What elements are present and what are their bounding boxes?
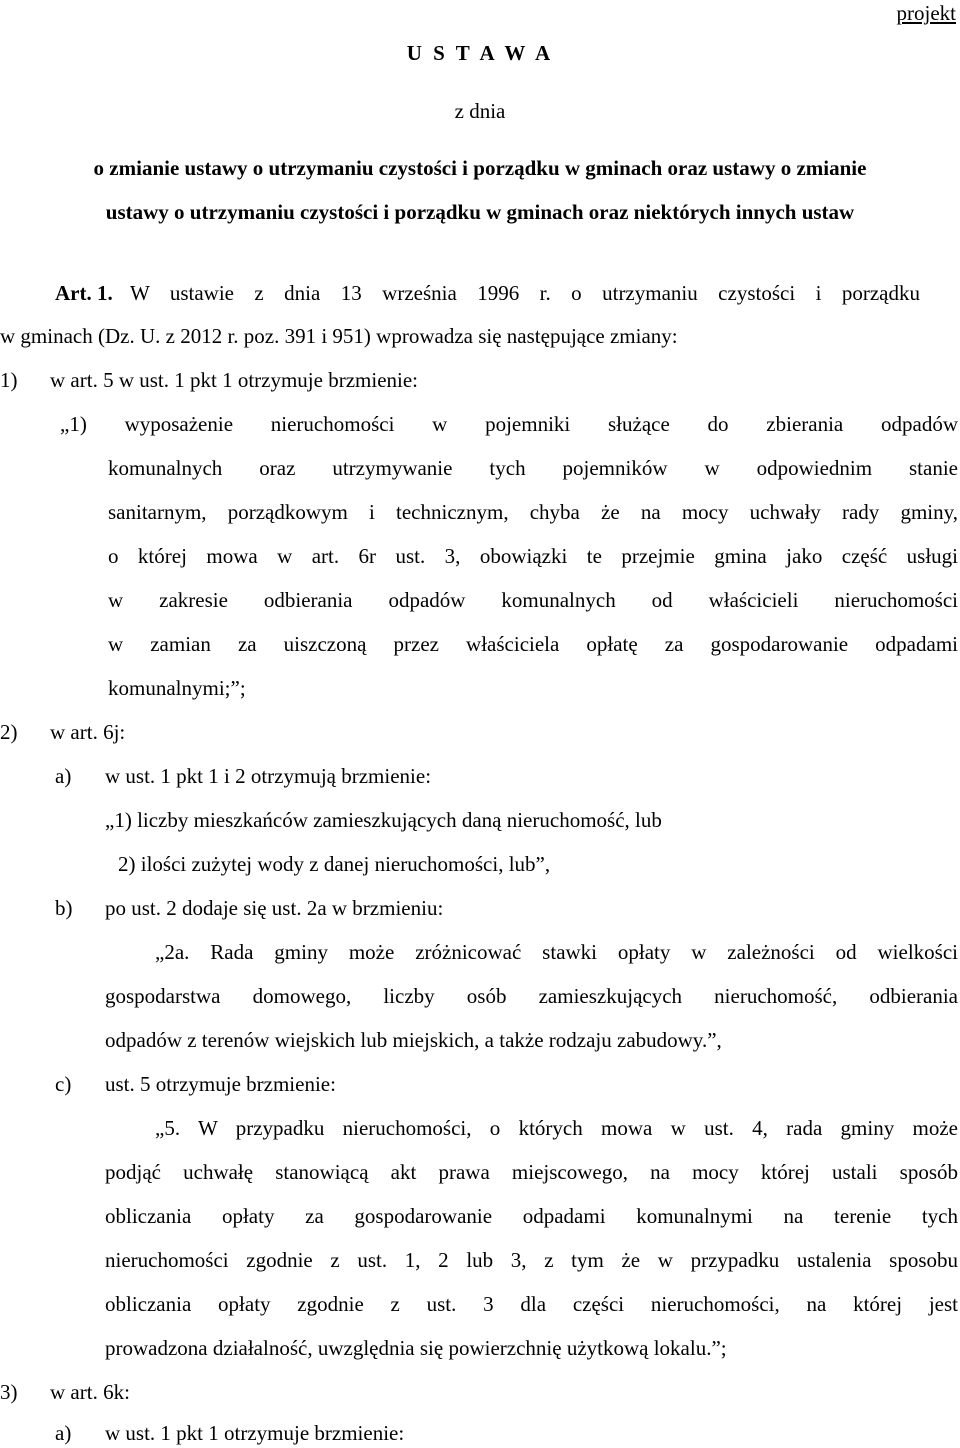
point-2c-quote-line-3: obliczania opłaty za gospodarowanie odpadami komunalnymi na terenie tych — [105, 1204, 958, 1228]
point-1-quote-line-5: w zakresie odbierania odpadów komunalnych od właścicieli nieruchomości — [108, 588, 958, 612]
point-2b-letter: b) — [55, 896, 73, 920]
point-1-text: w art. 5 w ust. 1 pkt 1 otrzymuje brzmienie: — [50, 368, 419, 392]
point-2b-quote-line-2: gospodarstwa domowego, liczby osób zamieszkujących nieruchomość, odbierania — [105, 984, 958, 1008]
article-1-intro-line-2: w gminach (Dz. U. z 2012 r. poz. 391 i 951) wprowadza się następujące zmiany: — [0, 324, 678, 348]
article-label: Art. 1. — [55, 281, 113, 305]
act-subject-line-1: o zmianie ustawy o utrzymaniu czystości i porządku w gminach oraz ustawy o zmianie — [93, 156, 867, 180]
point-1-quote-line-3: sanitarnym, porządkowym i technicznym, chyba że na mocy uchwały rady gminy, — [108, 500, 958, 524]
point-2a-quote-line-2: 2) ilości zużytej wody z danej nieruchomości, lub”, — [118, 852, 551, 876]
point-2c-quote-line-6: prowadzona działalność, uwzględnia się powierzchnię użytkową lokalu.”; — [105, 1336, 727, 1360]
point-3-text: w art. 6k: — [50, 1380, 130, 1404]
act-subject-line-2: ustawy o utrzymaniu czystości i porządku w gminach oraz niektórych innych ustaw — [105, 200, 855, 224]
point-1-quote-line-1: „1) wyposażenie nieruchomości w pojemniki służące do zbierania odpadów — [60, 412, 958, 436]
point-3-number: 3) — [0, 1380, 18, 1404]
point-2c-quote-line-4: nieruchomości zgodnie z ust. 1, 2 lub 3, z tym że w przypadku ustalenia sposobu — [105, 1248, 958, 1272]
point-1-quote-line-4: o której mowa w art. 6r ust. 3, obowiązki te przejmie gmina jako część usługi — [108, 544, 958, 568]
point-2c-quote-line-5: obliczania opłaty zgodnie z ust. 3 dla części nieruchomości, na której jest — [105, 1292, 958, 1316]
point-2c-quote-line-1: „5. W przypadku nieruchomości, o których mowa w ust. 4, rada gminy może — [155, 1116, 958, 1140]
point-2-text: w art. 6j: — [50, 720, 126, 744]
act-title: U S T A W A — [406, 41, 554, 65]
article-1-intro-line-1 — [55, 280, 960, 306]
point-1-quote-line-6: w zamian za uiszczoną przez właściciela opłatę za gospodarowanie odpadami — [108, 632, 958, 656]
point-2c-text: ust. 5 otrzymuje brzmienie: — [105, 1072, 336, 1096]
point-2c-letter: c) — [55, 1072, 72, 1096]
article-1-intro-first: W ustawie z dnia 13 września 1996 r. o utrzymaniu czystości i porządku — [129, 281, 920, 305]
point-2a-quote-line-1: „1) liczby mieszkańców zamieszkujących daną nieruchomość, lub — [105, 808, 662, 832]
act-date-line: z dnia — [454, 99, 506, 123]
point-1-number: 1) — [0, 368, 18, 392]
point-2a-letter: a) — [55, 764, 72, 788]
point-2a-text: w ust. 1 pkt 1 i 2 otrzymują brzmienie: — [105, 764, 432, 788]
point-3a-text: w ust. 1 pkt 1 otrzymuje brzmienie: — [105, 1421, 405, 1445]
point-2b-text: po ust. 2 dodaje się ust. 2a w brzmieniu: — [105, 896, 444, 920]
point-1-quote-line-7: komunalnymi;”; — [108, 676, 246, 700]
point-2b-quote-line-3: odpadów z terenów wiejskich lub miejskich, a także rodzaju zabudowy.”, — [105, 1028, 722, 1052]
point-1-quote-line-2: komunalnych oraz utrzymywanie tych pojemników w odpowiednim stanie — [108, 456, 958, 480]
point-2c-quote-line-2: podjąć uchwałę stanowiącą akt prawa miejscowego, na mocy której ustali sposób — [105, 1160, 958, 1184]
point-2-number: 2) — [0, 720, 18, 744]
point-2b-quote-line-1: „2a. Rada gminy może zróżnicować stawki opłaty w zależności od wielkości — [155, 940, 958, 964]
point-3a-letter: a) — [55, 1421, 72, 1445]
project-tag: projekt — [896, 1, 956, 25]
